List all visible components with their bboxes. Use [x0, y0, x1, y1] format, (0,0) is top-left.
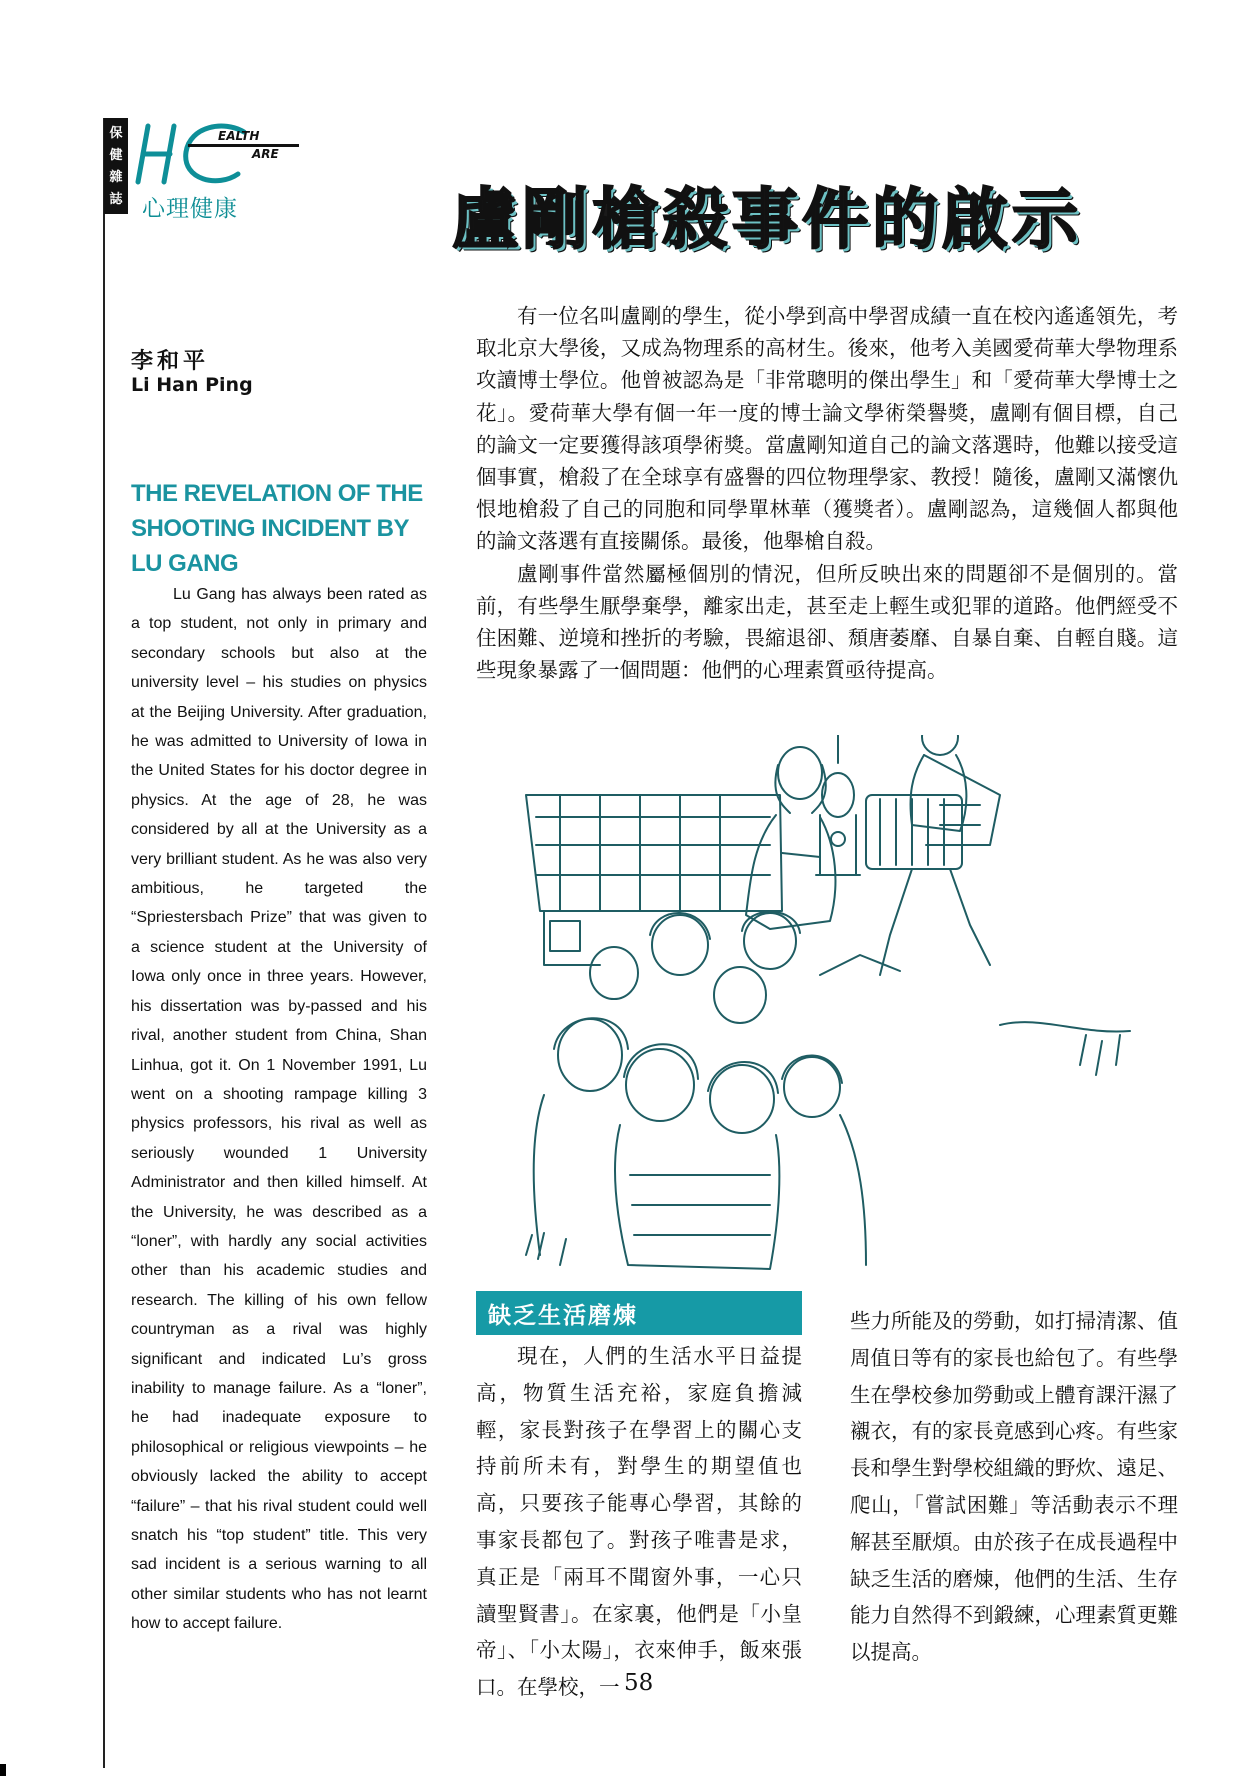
english-summary — [131, 580, 427, 1639]
body-column-left — [476, 1338, 802, 1706]
author-name-english: Li Han Ping — [131, 374, 253, 396]
chinese-paragraph: 有一位名叫盧剛的學生，從小學到高中學習成績一直在校內遙遙領先，考取北京大學後，又成為物理系的高材生。後來，他考入美國愛荷華大學物理系攻讀博士學位。他曾被認為是「非常聰明的傑出學生」和「愛荷華大學博士之花」。愛荷華大學有個一年一度的博士論文學術榮譽獎，盧剛有個目標，自己的論文一定要獲得該項學術獎。當盧剛知道自己的論文落選時，他難以接受這個事實，槍殺了在全球享有盛譽的四位物理學家、教授！隨後，盧剛又滿懷仇恨地槍殺了自己的同胞和同學單林華（獲獎者）。盧剛認為，這幾個人都與他的論文落選有直接關係。最後，他舉槍自殺。 — [476, 304, 1178, 554]
svg-text:EALTH: EALTH — [218, 129, 260, 143]
article-title: 盧剛槍殺事件的啟示 — [452, 181, 1082, 258]
subheading: 缺乏生活磨煉 — [488, 1302, 638, 1329]
students-illustration — [520, 735, 1140, 1275]
body-column-right-text: 些力所能及的勞動，如打掃清潔、值周值日等有的家長也給包了。有些學生在學校參加勞動或上體育課汗濕了襯衣，有的家長竟感到心疼。有些家長和學生對學校組織的野炊、遠足、爬山，「嘗試困難」等活動表示不理解甚至厭煩。由於孩子在成長過程中缺乏生活的磨煉，他們的生活、生存能力自然得不到鍛練，心理素質更難以提高。 — [850, 1309, 1178, 1665]
margin-rule — [103, 118, 105, 1768]
magazine-label: 保 健 雜 誌 — [104, 118, 128, 214]
chinese-intro — [476, 300, 1178, 686]
subheading-banner — [476, 1291, 802, 1335]
page-number: 58 — [624, 1670, 654, 1696]
body-column-left-text: 現在，人們的生活水平日益提高，物質生活充裕，家庭負擔減輕，家長對孩子在學習上的關心支持前所未有，對學生的期望值也高，只要孩子能專心學習，其餘的事家長都包了。對孩子唯書是求，真正是「兩耳不聞窗外事，一心只讀聖賢書」。在家裏，他們是「小皇帝」、「小太陽」，衣來伸手，飯來張口。在學校，一 — [476, 1344, 802, 1700]
english-title: THE REVELATION OF THE SHOOTING INCIDENT BY LU GANG — [131, 480, 423, 577]
health-care-logo — [134, 118, 299, 188]
english-summary-text: Lu Gang has always been rated as a top student, not only in primary and secondary schools but also at the university level – his studies on physics at the Beijing University. After graduation, he was admitted to University of Iowa in the United States for his doctor degree in physics. At the age of 28, he was considered by all at the University as a very brilliant student. As he was also very ambitious, he targeted the “Spriestersbach Prize” that was given to a science student at the University of Iowa only once in three years. However, his dissertation was by-passed and his rival, another student from China, Shan Linhua, got it. On 1 November 1991, Lu went on a shooting rampage killing 3 physics professors, his rival as well as seriously wounded 1 University Administrator and then killed himself. At the University, he was described as a “loner”, with hardly any social activities other than his academic studies and research. The killing of his own fellow countryman as a rival was highly significant and indicated Lu’s gross inability to manage failure. As a “loner”, he had inadequate exposure to philosophical or religious viewpoints – he obviously lacked the ability to accept “failure” – that his rival student could well snatch his “top student” title. This very sad incident is a serious warning to all other similar students who has not learnt how to accept failure. — [131, 586, 427, 1633]
author-name-chinese: 李和平 — [131, 348, 210, 374]
body-column-right — [850, 1303, 1178, 1671]
svg-text:ARE: ARE — [252, 147, 279, 161]
crop-mark — [0, 1764, 6, 1776]
chinese-paragraph: 盧剛事件當然屬極個別的情況，但所反映出來的問題卻不是個別的。當前，有些學生厭學棄學，離家出走，甚至走上輕生或犯罪的道路。他們經受不住困難、逆境和挫折的考驗，畏縮退卻、頹唐萎靡、自暴自棄、自輕自賤。這些現象暴露了一個問題：他們的心理素質亟待提高。 — [476, 561, 1178, 683]
section-name: 心理健康 — [142, 196, 238, 222]
